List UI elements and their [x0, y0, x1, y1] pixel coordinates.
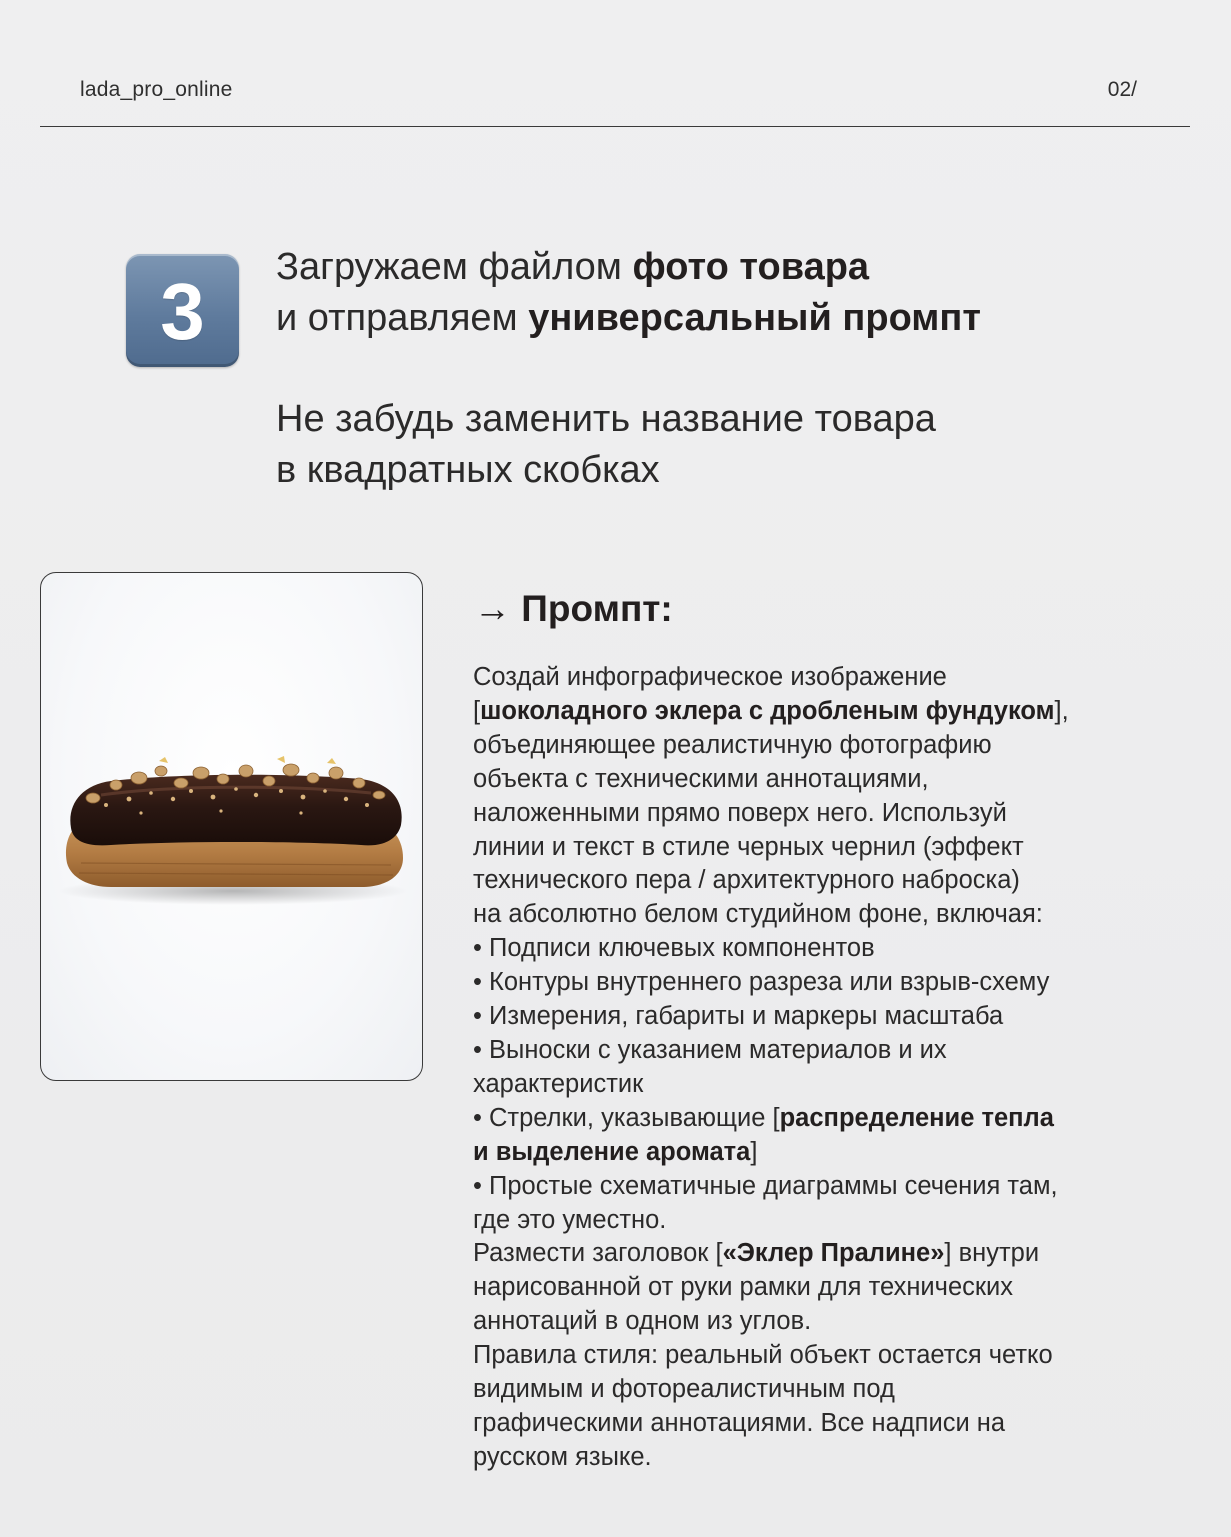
prompt-line — [473, 1441, 1173, 1475]
prompt-line — [473, 797, 1173, 831]
prompt-segment: объединяющее реалистичную фотографию — [473, 730, 992, 759]
prompt-line — [473, 1136, 1173, 1170]
prompt-segment: видимым и фотореалистичным под — [473, 1375, 895, 1404]
prompt-line — [473, 1339, 1173, 1373]
prompt-line — [473, 1407, 1173, 1441]
subline-line-2: в квадратных скобках — [276, 449, 660, 491]
prompt-highlight: шоколадного эклера с дробленым фундуком — [480, 696, 1055, 725]
prompt-line — [473, 729, 1173, 763]
prompt-segment: Создай инфографическое изображение — [473, 663, 947, 691]
prompt-segment: • Простые схематичные диаграммы сечения там, — [473, 1171, 1058, 1200]
prompt-line — [473, 1102, 1173, 1136]
headline-line-1-bold: фото товара — [632, 246, 870, 288]
prompt-highlight: и выделение аромата — [473, 1137, 751, 1166]
prompt-segment: ] внутри — [944, 1239, 1040, 1268]
prompt-line — [473, 1170, 1173, 1204]
step-number: 3 — [160, 266, 205, 356]
prompt-line — [473, 864, 1173, 898]
prompt-line — [473, 1373, 1173, 1407]
prompt-segment: Правила стиля: реальный объект остается четко — [473, 1341, 1053, 1370]
prompt-line — [473, 1271, 1173, 1305]
prompt-line — [473, 932, 1173, 966]
prompt-segment: ], — [1054, 696, 1069, 725]
subline-line-1: Не забудь заменить название товара — [276, 398, 936, 440]
prompt-text — [473, 661, 1173, 1475]
prompt-segment: на абсолютно белом студийном фоне, включая: — [473, 900, 1043, 929]
prompt-heading: → Промпт: — [474, 588, 673, 629]
prompt-line — [473, 966, 1173, 1000]
step-headline — [276, 242, 1176, 344]
prompt-highlight: «Эклер Пралине» — [722, 1239, 945, 1268]
prompt-line — [473, 898, 1173, 932]
header-divider — [40, 126, 1190, 127]
headline-line-1 — [276, 242, 1176, 293]
headline-line-2 — [276, 293, 1176, 344]
brand-handle: lada_pro_online — [80, 78, 233, 101]
prompt-segment: русском языке. — [473, 1442, 652, 1471]
step-number-badge — [126, 254, 239, 367]
prompt-line — [473, 831, 1173, 865]
prompt-segment: нарисованной от руки рамки для технических — [473, 1273, 1014, 1302]
prompt-segment: ] — [750, 1137, 758, 1166]
prompt-segment: • Контуры внутреннего разреза или взрыв-схему — [473, 968, 1050, 997]
prompt-segment: линии и текст в стиле черных чернил (эффект — [473, 832, 1024, 861]
prompt-segment: технического пера / архитектурного наброска) — [473, 866, 1020, 895]
prompt-segment: • Выноски с указанием материалов и их — [473, 1035, 947, 1064]
step-subline — [276, 394, 1176, 496]
headline-line-1-regular: Загружаем файлом — [276, 246, 633, 288]
prompt-segment: наложенными прямо поверх него. Используй — [473, 798, 1007, 827]
prompt-line — [473, 1204, 1173, 1238]
eclair-illustration — [41, 573, 423, 1081]
prompt-segment: графическими аннотациями. Все надписи на — [473, 1408, 1006, 1437]
prompt-segment: • Подписи ключевых компонентов — [473, 934, 875, 963]
headline-line-2-regular: и отправляем — [276, 297, 529, 339]
prompt-segment: • Стрелки, указывающие [ — [473, 1103, 780, 1132]
prompt-segment: объекта с техническими аннотациями, — [473, 764, 929, 793]
prompt-line — [473, 661, 1173, 695]
prompt-segment: характеристик — [473, 1069, 644, 1098]
product-photo — [40, 572, 423, 1081]
prompt-line — [473, 1305, 1173, 1339]
prompt-line — [473, 1068, 1173, 1102]
prompt-line — [473, 695, 1173, 729]
prompt-line — [473, 1237, 1173, 1271]
gold-leaf — [159, 756, 336, 764]
prompt-segment: • Измерения, габариты и маркеры масштаба — [473, 1002, 1004, 1031]
prompt-segment: аннотаций в одном из углов. — [473, 1307, 812, 1336]
prompt-segment: где это уместно. — [473, 1205, 667, 1234]
page-number: 02/ — [1107, 78, 1137, 101]
headline-line-2-bold: универсальный промпт — [528, 297, 981, 339]
prompt-line — [473, 1000, 1173, 1034]
prompt-highlight: распределение тепла — [779, 1103, 1054, 1132]
prompt-segment: [ — [473, 696, 481, 725]
prompt-line — [473, 1034, 1173, 1068]
prompt-segment: Размести заголовок [ — [473, 1239, 723, 1268]
prompt-line — [473, 763, 1173, 797]
